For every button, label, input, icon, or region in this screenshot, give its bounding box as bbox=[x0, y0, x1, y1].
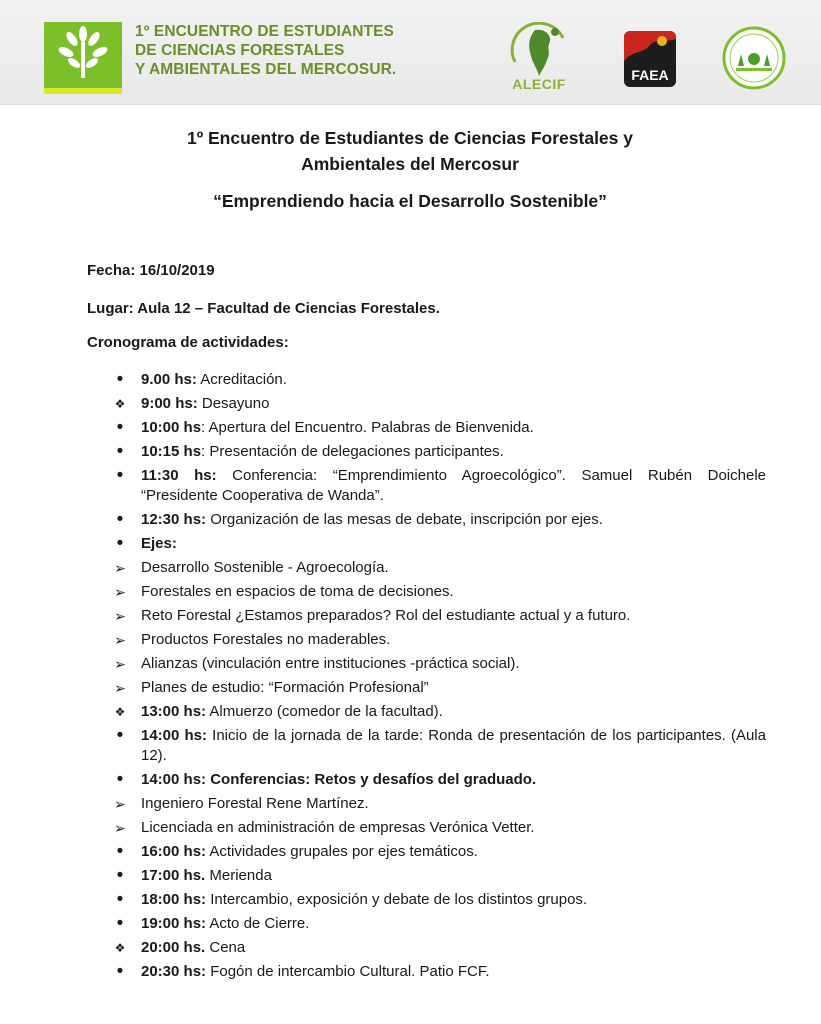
schedule-item bbox=[141, 654, 766, 674]
schedule-item bbox=[141, 962, 766, 982]
schedule-heading: Cronograma de actividades: bbox=[87, 334, 289, 351]
banner-title-line-3: Y AMBIENTALES DEL MERCOSUR. bbox=[135, 61, 397, 78]
bullet-icon bbox=[111, 914, 129, 935]
arrow-icon bbox=[111, 654, 129, 675]
schedule-item-text: Planes de estudio: “Formación Profesional” bbox=[141, 679, 429, 696]
globe-icon bbox=[501, 22, 577, 78]
diamond-icon bbox=[111, 394, 129, 414]
schedule-item-time: 14:00 hs: bbox=[141, 727, 208, 744]
arrow-icon bbox=[111, 606, 129, 627]
header-banner bbox=[0, 0, 821, 105]
schedule-item-text: Fogón de intercambio Cultural. Patio FCF. bbox=[206, 963, 490, 980]
schedule-item-time: 11:30 hs: bbox=[141, 467, 217, 484]
diamond-icon bbox=[111, 938, 129, 958]
schedule-item-time: Ejes: bbox=[141, 535, 177, 552]
flame-icon bbox=[624, 31, 676, 67]
bullet-icon bbox=[111, 466, 129, 487]
document-title-line-1: 1º Encuentro de Estudiantes de Ciencias Forestales y bbox=[187, 128, 633, 148]
bullet-icon bbox=[111, 890, 129, 911]
schedule-item-text: Organización de las mesas de debate, inscripción por ejes. bbox=[206, 511, 603, 528]
schedule-item-time: 9.00 hs: bbox=[141, 371, 197, 388]
schedule-item bbox=[141, 394, 766, 414]
schedule-item bbox=[141, 370, 766, 390]
schedule-item bbox=[141, 842, 766, 862]
schedule-item bbox=[141, 702, 766, 722]
schedule-item bbox=[141, 890, 766, 910]
bullet-icon bbox=[111, 842, 129, 863]
schedule-item-text: Productos Forestales no maderables. bbox=[141, 631, 391, 648]
schedule-item-text: Desayuno bbox=[197, 395, 270, 412]
schedule-item bbox=[141, 510, 766, 530]
schedule-item-text: Desarrollo Sostenible - Agroecología. bbox=[141, 559, 389, 576]
schedule-item bbox=[141, 678, 766, 698]
schedule-item-text: Almuerzo (comedor de la facultad). bbox=[206, 703, 443, 720]
schedule-item bbox=[141, 582, 766, 602]
event-date: Fecha: 16/10/2019 bbox=[87, 262, 215, 279]
bullet-icon bbox=[111, 726, 129, 747]
arrow-icon bbox=[111, 794, 129, 815]
schedule-item bbox=[141, 606, 766, 626]
schedule-item-text: Conferencia: “Emprendimiento Agroecológico”. Samuel Rubén Doichele “Presidente Cooperativa de Wanda”. bbox=[141, 467, 766, 504]
schedule-item-time: 14:00 hs: Conferencias: Retos y desafíos del graduado. bbox=[141, 771, 537, 788]
schedule-item-text: Actividades grupales por ejes temáticos. bbox=[206, 843, 478, 860]
bullet-icon bbox=[111, 370, 129, 391]
schedule-item bbox=[141, 418, 766, 438]
arrow-icon bbox=[111, 558, 129, 579]
schedule-item-time: 20:00 hs. bbox=[141, 939, 206, 956]
schedule-item bbox=[141, 770, 766, 790]
schedule-item bbox=[141, 794, 766, 814]
event-logo bbox=[44, 22, 122, 94]
schedule-item-time: 18:00 hs: bbox=[141, 891, 207, 908]
schedule-item-text: Licenciada en administración de empresas Verónica Vetter. bbox=[141, 819, 535, 836]
arrow-icon bbox=[111, 818, 129, 839]
bullet-icon bbox=[111, 534, 129, 555]
schedule-item-time: 17:00 hs. bbox=[141, 867, 206, 884]
schedule-item-text: Alianzas (vinculación entre instituciones -práctica social). bbox=[141, 655, 520, 672]
schedule-item-text: : Presentación de delegaciones participantes. bbox=[201, 443, 504, 460]
document-subtitle: “Emprendiendo hacia el Desarrollo Sostenible” bbox=[213, 191, 607, 211]
document-title-line-2: Ambientales del Mercosur bbox=[301, 154, 519, 174]
document-title bbox=[60, 125, 760, 177]
schedule-item-text: Acto de Cierre. bbox=[206, 915, 310, 932]
schedule-item-text: Merienda bbox=[205, 867, 272, 884]
banner-title-line-2: DE CIENCIAS FORESTALES bbox=[135, 42, 345, 59]
bullet-icon bbox=[111, 510, 129, 531]
alecif-label: ALECIF bbox=[512, 76, 566, 92]
diamond-icon bbox=[111, 702, 129, 722]
schedule-item-time: 16:00 hs: bbox=[141, 843, 207, 860]
arrow-icon bbox=[111, 678, 129, 699]
alecif-logo bbox=[501, 22, 577, 96]
schedule-item-text: : Apertura del Encuentro. Palabras de Bienvenida. bbox=[201, 419, 534, 436]
seal-logo bbox=[722, 26, 786, 90]
banner-title bbox=[135, 22, 396, 79]
schedule-item-time: 10:00 hs bbox=[141, 419, 202, 436]
schedule-item-time: 9:00 hs: bbox=[141, 395, 198, 412]
arrow-icon bbox=[111, 630, 129, 651]
tree-icon bbox=[44, 22, 122, 82]
bullet-icon bbox=[111, 962, 129, 983]
faea-label: FAEA bbox=[631, 67, 669, 83]
schedule-item-time: 12:30 hs: bbox=[141, 511, 207, 528]
schedule-item bbox=[141, 442, 766, 462]
schedule-item bbox=[141, 558, 766, 578]
schedule-item bbox=[141, 726, 766, 766]
bullet-icon bbox=[111, 442, 129, 463]
schedule-item-text: Acreditación. bbox=[196, 371, 287, 388]
event-location: Lugar: Aula 12 – Facultad de Ciencias Forestales. bbox=[87, 300, 440, 317]
schedule-item bbox=[141, 938, 766, 958]
schedule-item-time: 19:00 hs: bbox=[141, 915, 207, 932]
schedule-item bbox=[141, 866, 766, 886]
schedule-item-text: Inicio de la jornada de la tarde: Ronda de presentación de los participantes. (Aula 12). bbox=[141, 727, 766, 764]
schedule-item-text: Intercambio, exposición y debate de los distintos grupos. bbox=[206, 891, 588, 908]
schedule-item-text: Reto Forestal ¿Estamos preparados? Rol del estudiante actual y a futuro. bbox=[141, 607, 631, 624]
bullet-icon bbox=[111, 418, 129, 439]
schedule-item bbox=[141, 466, 766, 506]
schedule-item-time: 13:00 hs: bbox=[141, 703, 207, 720]
schedule-item bbox=[141, 818, 766, 838]
schedule-item-text: Ingeniero Forestal Rene Martínez. bbox=[141, 795, 369, 812]
schedule-item-text: Cena bbox=[205, 939, 246, 956]
schedule-item-time: 20:30 hs: bbox=[141, 963, 207, 980]
bullet-icon bbox=[111, 770, 129, 791]
schedule-item-text: Forestales en espacios de toma de decisiones. bbox=[141, 583, 454, 600]
schedule-item bbox=[141, 914, 766, 934]
banner-title-line-1: 1º ENCUENTRO DE ESTUDIANTES bbox=[135, 23, 394, 40]
arrow-icon bbox=[111, 582, 129, 603]
forest-seal-icon bbox=[722, 26, 786, 90]
schedule-item-time: 10:15 hs bbox=[141, 443, 202, 460]
schedule-item bbox=[141, 630, 766, 650]
bullet-icon bbox=[111, 866, 129, 887]
faea-logo bbox=[624, 31, 676, 87]
schedule-item bbox=[141, 534, 766, 554]
